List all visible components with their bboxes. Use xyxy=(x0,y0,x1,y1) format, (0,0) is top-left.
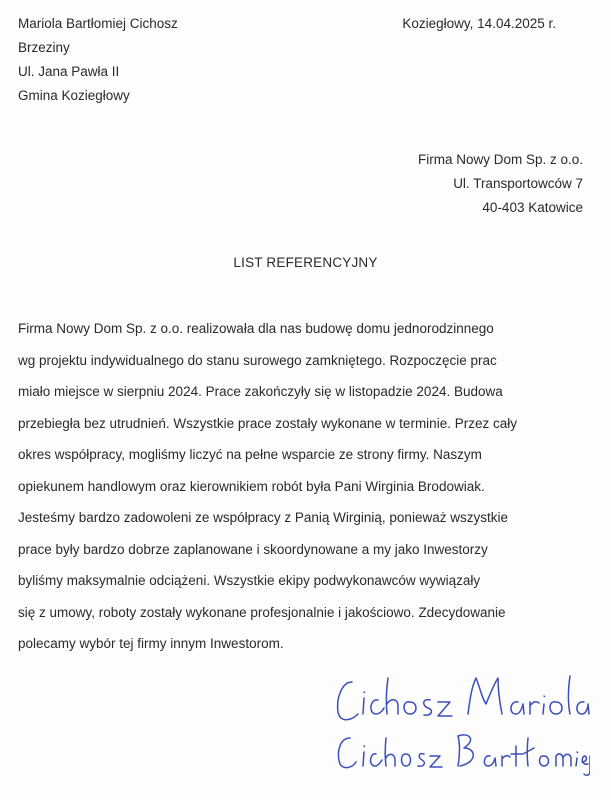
recipient-address xyxy=(418,148,583,220)
body-line: polecamy wybór tej firmy innym Inwestorom. xyxy=(18,636,284,651)
body-line: przebiegła bez utrudnień. Wszystkie prace zostały wykonane w terminie. Przez cały xyxy=(18,415,517,431)
body-line: opiekunem handlowym oraz kierownikiem robót była Pani Wirginia Brodowiak. xyxy=(18,478,485,494)
body-line: Jesteśmy bardzo zadowoleni ze współpracy z Panią Wirginią, ponieważ wszystkie xyxy=(18,510,508,525)
place-and-date: Koziegłowy, 14.04.2025 r. xyxy=(402,16,556,31)
body-line: się z umowy, roboty zostały wykonane profesjonalnie i jakościowo. Zdecydowanie xyxy=(18,604,506,620)
sender-address-line: Ul. Jana Pawła II xyxy=(18,64,120,79)
letter-body xyxy=(18,319,603,666)
body-line: miało miejsce w sierpniu 2024. Prace zakończyły się w listopadzie 2024. Budowa xyxy=(18,384,503,399)
sender-name: Mariola Bartłomiej Cichosz xyxy=(18,16,178,31)
body-line: okres współpracy, mogliśmy liczyć na pełne wsparcie ze strony firmy. Naszym xyxy=(18,447,482,462)
recipient-city: 40-403 Katowice xyxy=(482,200,583,215)
recipient-company: Firma Nowy Dom Sp. z o.o. xyxy=(417,152,583,167)
body-line: prace były bardzo dobrze zaplanowane i skoordynowane a my jako Inwestorzy xyxy=(18,541,488,557)
sender-address xyxy=(18,12,178,108)
sender-address-line: Gmina Koziegłowy xyxy=(18,88,130,103)
body-line: byliśmy maksymalnie odciążeni. Wszystkie ekipy podwykonawców wywiązały xyxy=(18,573,481,588)
body-line: Firma Nowy Dom Sp. z o.o. realizowała dla nas budowę domu jednorodzinnego xyxy=(18,321,494,336)
signature-drawing xyxy=(330,668,590,778)
sender-address-line: Brzeziny xyxy=(18,40,70,55)
letter-title: LIST REFERENCYJNY xyxy=(233,255,378,270)
handwritten-signature xyxy=(330,668,590,778)
recipient-street: Ul. Transportowców 7 xyxy=(453,176,583,191)
body-line: wg projektu indywidualnego do stanu surowego zamkniętego. Rozpoczęcie prac xyxy=(18,352,497,368)
